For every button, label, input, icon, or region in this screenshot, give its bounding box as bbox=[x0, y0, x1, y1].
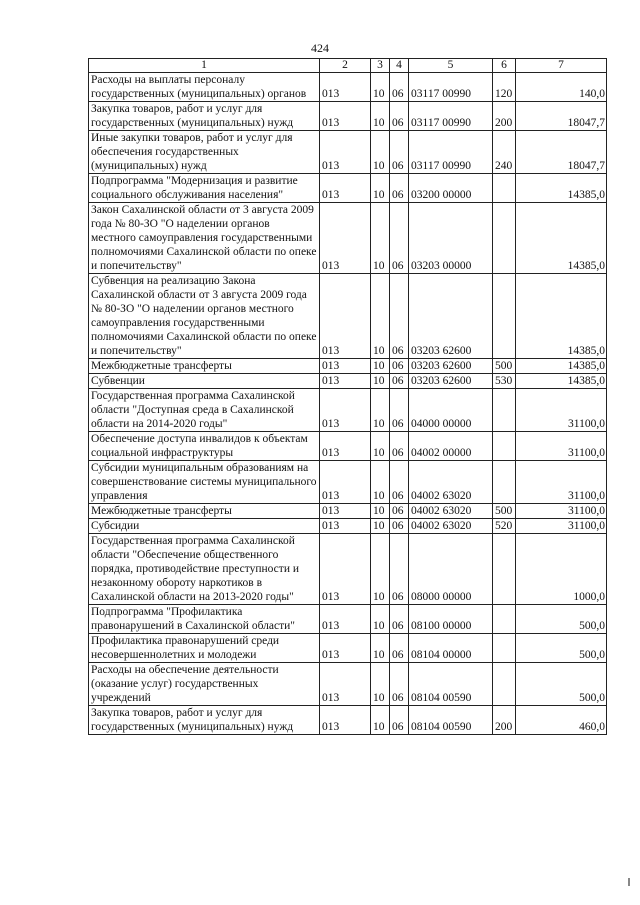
subsection-code: 06 bbox=[390, 73, 409, 102]
expense-type: 530 bbox=[493, 374, 516, 389]
amount: 31100,0 bbox=[516, 504, 607, 519]
expense-type bbox=[493, 461, 516, 504]
subsection-code: 06 bbox=[390, 504, 409, 519]
target-article: 04002 63020 bbox=[409, 519, 493, 534]
subsection-code: 06 bbox=[390, 203, 409, 274]
row-name: Субсидии bbox=[89, 519, 320, 534]
table-row bbox=[89, 274, 607, 359]
column-header: 6 bbox=[493, 59, 516, 73]
amount: 500,0 bbox=[516, 634, 607, 663]
table-row bbox=[89, 359, 607, 374]
subsection-code: 06 bbox=[390, 274, 409, 359]
expense-type: 240 bbox=[493, 131, 516, 174]
amount: 31100,0 bbox=[516, 519, 607, 534]
subsection-code: 06 bbox=[390, 534, 409, 605]
section-code: 10 bbox=[371, 359, 390, 374]
table-row bbox=[89, 605, 607, 634]
subsection-code: 06 bbox=[390, 374, 409, 389]
expense-type: 500 bbox=[493, 504, 516, 519]
target-article: 04002 63020 bbox=[409, 504, 493, 519]
target-article: 04002 00000 bbox=[409, 432, 493, 461]
target-article: 03203 62600 bbox=[409, 374, 493, 389]
row-name: Межбюджетные трансферты bbox=[89, 359, 320, 374]
subsection-code: 06 bbox=[390, 706, 409, 735]
row-name: Закупка товаров, работ и услуг для государственных (муниципальных) нужд bbox=[89, 102, 320, 131]
ministry-code: 013 bbox=[320, 605, 371, 634]
table-row bbox=[89, 374, 607, 389]
ministry-code: 013 bbox=[320, 389, 371, 432]
ministry-code: 013 bbox=[320, 359, 371, 374]
amount: 14385,0 bbox=[516, 203, 607, 274]
section-code: 10 bbox=[371, 605, 390, 634]
table-row bbox=[89, 663, 607, 706]
ministry-code: 013 bbox=[320, 174, 371, 203]
header-row bbox=[89, 59, 607, 73]
ministry-code: 013 bbox=[320, 131, 371, 174]
ministry-code: 013 bbox=[320, 374, 371, 389]
target-article: 03117 00990 bbox=[409, 73, 493, 102]
table-row bbox=[89, 174, 607, 203]
amount: 31100,0 bbox=[516, 389, 607, 432]
amount: 500,0 bbox=[516, 605, 607, 634]
section-code: 10 bbox=[371, 519, 390, 534]
table-row bbox=[89, 504, 607, 519]
expense-type bbox=[493, 605, 516, 634]
row-name: Подпрограмма "Профилактика правонарушений в Сахалинской области" bbox=[89, 605, 320, 634]
table-row bbox=[89, 706, 607, 735]
ministry-code: 013 bbox=[320, 102, 371, 131]
subsection-code: 06 bbox=[390, 131, 409, 174]
ministry-code: 013 bbox=[320, 706, 371, 735]
amount: 14385,0 bbox=[516, 359, 607, 374]
ministry-code: 013 bbox=[320, 663, 371, 706]
expense-type: 520 bbox=[493, 519, 516, 534]
expense-type bbox=[493, 634, 516, 663]
amount: 140,0 bbox=[516, 73, 607, 102]
expense-type bbox=[493, 174, 516, 203]
subsection-code: 06 bbox=[390, 102, 409, 131]
target-article: 03203 62600 bbox=[409, 274, 493, 359]
amount: 1000,0 bbox=[516, 534, 607, 605]
subsection-code: 06 bbox=[390, 519, 409, 534]
target-article: 03117 00990 bbox=[409, 102, 493, 131]
table-row bbox=[89, 432, 607, 461]
amount: 14385,0 bbox=[516, 374, 607, 389]
target-article: 04000 00000 bbox=[409, 389, 493, 432]
target-article: 08100 00000 bbox=[409, 605, 493, 634]
section-code: 10 bbox=[371, 634, 390, 663]
amount: 460,0 bbox=[516, 706, 607, 735]
ministry-code: 013 bbox=[320, 274, 371, 359]
amount: 18047,7 bbox=[516, 131, 607, 174]
ministry-code: 013 bbox=[320, 461, 371, 504]
table-row bbox=[89, 131, 607, 174]
ministry-code: 013 bbox=[320, 534, 371, 605]
subsection-code: 06 bbox=[390, 461, 409, 504]
expense-type bbox=[493, 432, 516, 461]
row-name: Иные закупки товаров, работ и услуг для обеспечения государственных (муниципальных) нужд bbox=[89, 131, 320, 174]
ministry-code: 013 bbox=[320, 504, 371, 519]
section-code: 10 bbox=[371, 663, 390, 706]
expense-type bbox=[493, 274, 516, 359]
row-name: Расходы на обеспечение деятельности (оказание услуг) государственных учреждений bbox=[89, 663, 320, 706]
expense-type: 200 bbox=[493, 706, 516, 735]
section-code: 10 bbox=[371, 174, 390, 203]
section-code: 10 bbox=[371, 389, 390, 432]
target-article: 03203 62600 bbox=[409, 359, 493, 374]
column-header: 1 bbox=[89, 59, 320, 73]
section-code: 10 bbox=[371, 203, 390, 274]
expense-type bbox=[493, 203, 516, 274]
row-name: Расходы на выплаты персоналу государственных (муниципальных) органов bbox=[89, 73, 320, 102]
column-header: 2 bbox=[320, 59, 371, 73]
section-code: 10 bbox=[371, 432, 390, 461]
ministry-code: 013 bbox=[320, 203, 371, 274]
row-name: Закон Сахалинской области от 3 августа 2009 года № 80-ЗО "О наделении органов местного самоуправления государственными полномочиями Сахалинской области по опеке и попечительству" bbox=[89, 203, 320, 274]
target-article: 08104 00590 bbox=[409, 706, 493, 735]
page-number: 424 bbox=[311, 41, 329, 55]
column-header: 5 bbox=[409, 59, 493, 73]
row-name: Межбюджетные трансферты bbox=[89, 504, 320, 519]
expense-type: 200 bbox=[493, 102, 516, 131]
target-article: 08000 00000 bbox=[409, 534, 493, 605]
amount: 14385,0 bbox=[516, 174, 607, 203]
budget-table bbox=[88, 58, 607, 735]
row-name: Закупка товаров, работ и услуг для государственных (муниципальных) нужд bbox=[89, 706, 320, 735]
subsection-code: 06 bbox=[390, 432, 409, 461]
subsection-code: 06 bbox=[390, 634, 409, 663]
expense-type: 500 bbox=[493, 359, 516, 374]
expense-type bbox=[493, 663, 516, 706]
ministry-code: 013 bbox=[320, 432, 371, 461]
row-name: Субвенция на реализацию Закона Сахалинской области от 3 августа 2009 года № 80-ЗО "О наделении органов местного самоуправления государственными полномочиями Сахалинской области по опеке и попечительству" bbox=[89, 274, 320, 359]
target-article: 08104 00590 bbox=[409, 663, 493, 706]
table-row bbox=[89, 73, 607, 102]
target-article: 03200 00000 bbox=[409, 174, 493, 203]
column-header: 3 bbox=[371, 59, 390, 73]
row-name: Субсидии муниципальным образованиям на совершенствование системы муниципального управления bbox=[89, 461, 320, 504]
section-code: 10 bbox=[371, 102, 390, 131]
ministry-code: 013 bbox=[320, 634, 371, 663]
table-row bbox=[89, 519, 607, 534]
subsection-code: 06 bbox=[390, 605, 409, 634]
expense-type: 120 bbox=[493, 73, 516, 102]
amount: 31100,0 bbox=[516, 432, 607, 461]
section-code: 10 bbox=[371, 374, 390, 389]
table-row bbox=[89, 203, 607, 274]
subsection-code: 06 bbox=[390, 359, 409, 374]
section-code: 10 bbox=[371, 461, 390, 504]
scan-edge-mark bbox=[628, 878, 630, 886]
target-article: 03117 00990 bbox=[409, 131, 493, 174]
table-row bbox=[89, 102, 607, 131]
row-name: Государственная программа Сахалинской области "Обеспечение общественного порядка, противодействие преступности и незаконному обороту наркотиков в Сахалинской области на 2013-2020 годы" bbox=[89, 534, 320, 605]
amount: 31100,0 bbox=[516, 461, 607, 504]
column-header: 4 bbox=[390, 59, 409, 73]
amount: 18047,7 bbox=[516, 102, 607, 131]
expense-type bbox=[493, 534, 516, 605]
amount: 14385,0 bbox=[516, 274, 607, 359]
table-row bbox=[89, 461, 607, 504]
row-name: Подпрограмма "Модернизация и развитие социального обслуживания населения" bbox=[89, 174, 320, 203]
amount: 500,0 bbox=[516, 663, 607, 706]
ministry-code: 013 bbox=[320, 73, 371, 102]
section-code: 10 bbox=[371, 73, 390, 102]
section-code: 10 bbox=[371, 706, 390, 735]
section-code: 10 bbox=[371, 131, 390, 174]
table-row bbox=[89, 634, 607, 663]
column-header: 7 bbox=[516, 59, 607, 73]
subsection-code: 06 bbox=[390, 389, 409, 432]
row-name: Субвенции bbox=[89, 374, 320, 389]
target-article: 04002 63020 bbox=[409, 461, 493, 504]
row-name: Обеспечение доступа инвалидов к объектам социальной инфраструктуры bbox=[89, 432, 320, 461]
table-row bbox=[89, 534, 607, 605]
section-code: 10 bbox=[371, 534, 390, 605]
target-article: 08104 00000 bbox=[409, 634, 493, 663]
row-name: Государственная программа Сахалинской области "Доступная среда в Сахалинской области на 2014-2020 годы" bbox=[89, 389, 320, 432]
section-code: 10 bbox=[371, 274, 390, 359]
expense-type bbox=[493, 389, 516, 432]
subsection-code: 06 bbox=[390, 174, 409, 203]
section-code: 10 bbox=[371, 504, 390, 519]
table-row bbox=[89, 389, 607, 432]
target-article: 03203 00000 bbox=[409, 203, 493, 274]
ministry-code: 013 bbox=[320, 519, 371, 534]
subsection-code: 06 bbox=[390, 663, 409, 706]
row-name: Профилактика правонарушений среди несовершеннолетних и молодежи bbox=[89, 634, 320, 663]
